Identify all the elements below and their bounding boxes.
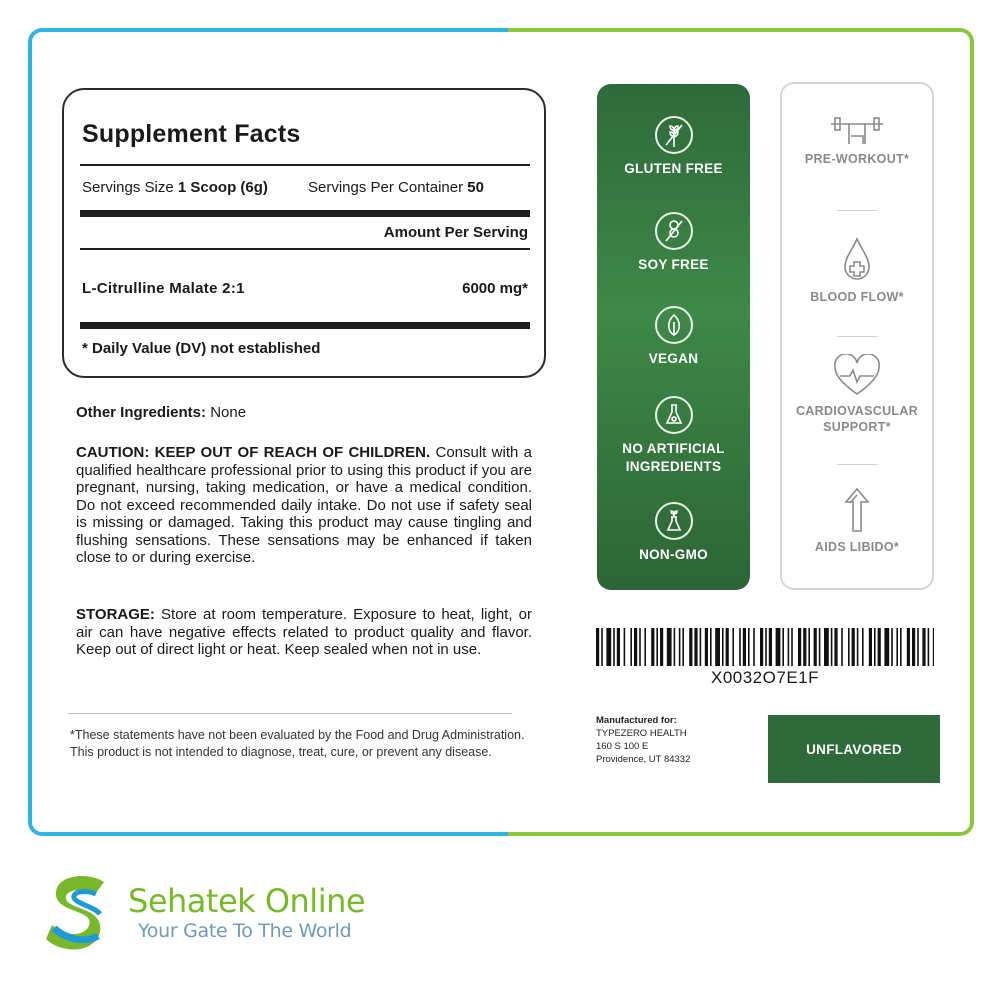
barcode-bar — [682, 628, 684, 666]
servings-per-container-label: Servings Per Container — [308, 179, 464, 196]
benefits-panel — [780, 82, 934, 590]
barcode-bar — [788, 628, 790, 666]
wheat-icon — [655, 116, 693, 154]
badge-label: SOY FREE — [638, 257, 709, 272]
barcode — [596, 628, 934, 666]
serving-size-value: 1 Scoop (6g) — [177, 179, 268, 196]
other-ingredients — [76, 404, 532, 422]
sehatek-logo-icon — [44, 872, 116, 956]
supplement-facts-title: Supplement Facts — [82, 120, 301, 148]
barbell-icon — [827, 112, 887, 146]
barcode-bar — [814, 628, 817, 666]
benefit-aids-libido — [782, 486, 932, 555]
barcode-bar — [922, 628, 925, 666]
benefit-label: AIDS LIBIDO* — [814, 540, 900, 554]
barcode-bar — [857, 628, 859, 666]
other-ingredients-label: Other Ingredients: — [76, 404, 207, 421]
plant-flask-icon — [655, 502, 693, 540]
barcode-bar — [630, 628, 632, 666]
storage-text: Store at room temperature. Exposure to heat, light, or air can have negative effects related to product quality and flavor. Keep out of direct light or heat. Keep sealed when not in use. — [76, 606, 532, 658]
heartbeat-icon — [832, 354, 882, 398]
facts-rule-thin — [80, 164, 530, 166]
barcode-bar — [791, 628, 793, 666]
barcode-bar — [907, 628, 910, 666]
badge-gluten-free — [597, 116, 750, 178]
barcode-bar — [739, 628, 741, 666]
barcode-bar — [782, 628, 784, 666]
barcode-bar — [715, 628, 720, 666]
manufacturer-address-line2: Providence, UT 84332 — [596, 754, 691, 765]
barcode-bar — [644, 628, 646, 666]
barcode-bar — [722, 628, 724, 666]
barcode-bar — [891, 628, 893, 666]
facts-rule-thin-2 — [80, 248, 530, 250]
manufacturer-address-line1: 160 S 100 E — [596, 741, 649, 752]
manufacturer-name: TYPEZERO HEALTH — [596, 728, 687, 739]
blood-drop-icon — [840, 236, 874, 284]
barcode-bar — [748, 628, 750, 666]
servings-per-container-row — [308, 179, 484, 196]
barcode-bar — [617, 628, 620, 666]
barcode-bar — [743, 628, 746, 666]
barcode-bar — [639, 628, 641, 666]
barcode-bar — [803, 628, 806, 666]
leaf-icon — [655, 306, 693, 344]
caution-text: Consult with a qualified healthcare professional prior to using this product if you are pregnant, nursing, taking medication, or have a medical condition. Do not exceed recommended daily intake. Do not use if safety seal is missing or damaged. Taking this product may cause tingling and flushing sensations. These sensations may be enhanced if taken close to or during exercise. — [76, 444, 533, 566]
barcode-bar — [760, 628, 763, 666]
barcode-bar — [613, 628, 615, 666]
disclaimer-divider — [68, 713, 512, 714]
barcode-bar — [634, 628, 637, 666]
barcode-bar — [819, 628, 821, 666]
arrow-up-icon — [842, 486, 872, 534]
barcode-bar — [710, 628, 712, 666]
benefit-separator — [837, 336, 877, 337]
barcode-bar — [606, 628, 611, 666]
benefit-label: CARDIOVASCULAR SUPPORT* — [795, 404, 919, 434]
other-ingredients-value: None — [210, 404, 247, 421]
barcode-bar — [660, 628, 663, 666]
brand-tagline: Your Gate To The World — [138, 920, 352, 942]
badge-label: GLUTEN FREE — [624, 161, 723, 176]
supplement-facts-panel — [62, 88, 546, 378]
barcode-bar — [884, 628, 889, 666]
storage-label: STORAGE: — [76, 606, 155, 623]
barcode-bar — [900, 628, 902, 666]
barcode-bar — [917, 628, 919, 666]
badge-no-artificial — [597, 396, 750, 476]
caution-paragraph — [76, 444, 532, 567]
barcode-bar — [933, 628, 934, 666]
fda-disclaimer: *These statements have not been evaluated by the Food and Drug Administration. This product is not intended to diagnose, treat, cure, or prevent any disease. — [70, 728, 525, 759]
serving-size-row — [82, 179, 268, 196]
barcode-bar — [601, 628, 603, 666]
benefit-pre-workout — [782, 112, 932, 167]
barcode-bar — [869, 628, 872, 666]
barcode-bar — [726, 628, 729, 666]
flavor-badge: UNFLAVORED — [768, 715, 940, 783]
barcode-bar — [852, 628, 855, 666]
ingredient-name: L-Citrulline Malate 2:1 — [82, 280, 245, 297]
barcode-bar — [874, 628, 876, 666]
barcode-bar — [862, 628, 864, 666]
manufacturer-heading: Manufactured for: — [596, 715, 677, 726]
ingredient-amount: 6000 mg* — [462, 280, 528, 297]
barcode-bar — [831, 628, 833, 666]
badge-label: NON-GMO — [639, 547, 708, 562]
barcode-bar — [808, 628, 810, 666]
barcode-bar — [753, 628, 755, 666]
barcode-bar — [912, 628, 915, 666]
caution-label: CAUTION: KEEP OUT OF REACH OF CHILDREN. — [76, 444, 431, 461]
badge-label: VEGAN — [648, 351, 699, 366]
badge-label: NO ARTIFICIAL INGREDIENTS — [622, 441, 725, 474]
benefit-separator — [837, 464, 877, 465]
servings-per-container-value: 50 — [467, 179, 484, 196]
barcode-bar — [834, 628, 837, 666]
barcode-bar — [689, 628, 692, 666]
barcode-bar — [651, 628, 654, 666]
barcode-bar — [705, 628, 708, 666]
barcode-bar — [765, 628, 767, 666]
facts-rule-thick-2 — [80, 322, 530, 329]
daily-value-note: * Daily Value (DV) not established — [82, 340, 321, 357]
barcode-bar — [928, 628, 930, 666]
benefit-cardiovascular — [782, 354, 932, 435]
benefit-label: PRE-WORKOUT* — [804, 152, 910, 166]
barcode-bar — [624, 628, 626, 666]
barcode-bar — [656, 628, 658, 666]
barcode-bar — [848, 628, 850, 666]
barcode-bar — [798, 628, 801, 666]
serving-size-label: Servings Size — [82, 179, 174, 196]
barcode-bar — [679, 628, 681, 666]
barcode-bar — [667, 628, 672, 666]
barcode-bar — [694, 628, 697, 666]
benefit-separator — [837, 210, 877, 211]
soybean-icon — [655, 212, 693, 250]
flask-icon — [655, 396, 693, 434]
badge-soy-free — [597, 212, 750, 274]
barcode-bar — [878, 628, 881, 666]
facts-rule-thick — [80, 210, 530, 217]
barcode-bar — [896, 628, 898, 666]
amount-per-serving-header: Amount Per Serving — [383, 224, 528, 241]
barcode-number: X0032O7E1F — [710, 668, 819, 687]
barcode-bar — [732, 628, 734, 666]
benefit-blood-flow — [782, 236, 932, 305]
barcode-bar — [674, 628, 676, 666]
storage-paragraph — [76, 606, 532, 659]
barcode-bar — [769, 628, 772, 666]
manufacturer-info — [596, 714, 690, 766]
dietary-badges-panel — [597, 84, 750, 590]
barcode-bar — [841, 628, 843, 666]
badge-non-gmo — [597, 502, 750, 564]
badge-vegan — [597, 306, 750, 368]
barcode-bar — [824, 628, 829, 666]
barcode-bar — [700, 628, 702, 666]
brand-name: Sehatek Online — [128, 882, 366, 920]
benefit-label: BLOOD FLOW* — [810, 290, 904, 304]
barcode-bar — [596, 628, 599, 666]
barcode-bar — [776, 628, 781, 666]
